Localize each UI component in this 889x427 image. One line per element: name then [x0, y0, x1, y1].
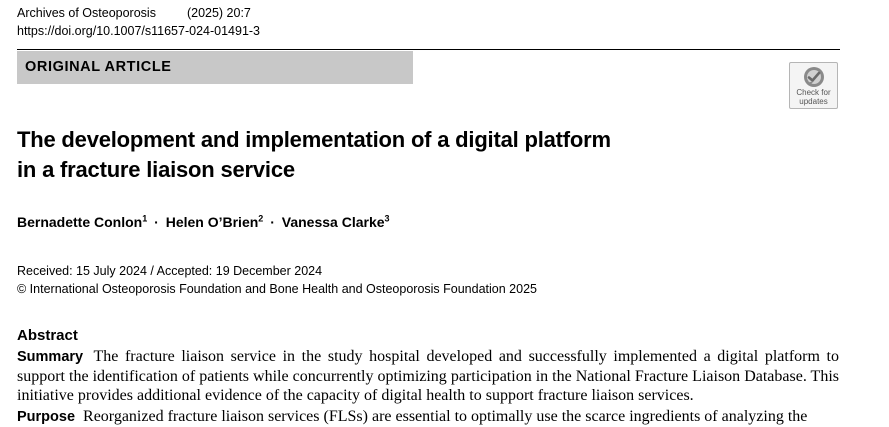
author-separator: · — [270, 214, 275, 230]
check-for-updates-label-1: Check for — [796, 88, 831, 97]
header-rule — [17, 49, 840, 50]
purpose-paragraph-partial — [17, 407, 839, 427]
journal-name: Archives of Osteoporosis — [17, 6, 156, 20]
journal-citation — [17, 5, 251, 21]
summary-text: The fracture liaison service in the study hospital developed and successfully implemented a digital platform to support the identification of patients while concurrently optimizing participation in the National Fracture Liaison Database. This initiative provides additional evidence of the capacity of digital health to support fracture liaison services. — [17, 348, 840, 404]
author-1-affiliation[interactable]: 1 — [142, 213, 148, 224]
doi-link[interactable]: https://doi.org/10.1007/s11657-024-01491-3 — [17, 24, 261, 38]
doi-line — [17, 23, 260, 39]
copyright-notice: © International Osteoporosis Foundation and Bone Health and Osteoporosis Foundation 2025 — [17, 282, 537, 296]
check-for-updates-button[interactable] — [789, 62, 838, 109]
article-title — [17, 125, 737, 185]
author-2-affiliation[interactable]: 2 — [258, 213, 264, 224]
purpose-label: Purpose — [17, 409, 76, 425]
abstract-heading: Abstract — [17, 327, 78, 344]
article-title-line-1: The development and implementation of a digital platform — [17, 127, 611, 152]
author-3-affiliation[interactable]: 3 — [384, 213, 390, 224]
summary-paragraph — [17, 347, 839, 405]
check-for-updates-label-2: updates — [799, 97, 828, 106]
purpose-text: Reorganized fracture liaison services (FLSs) are essential to optimally use the scarce ingredients of analyzing the — [83, 408, 808, 425]
article-title-line-2: in a fracture liaison service — [17, 157, 295, 182]
author-list — [17, 212, 390, 232]
author-separator: · — [154, 214, 159, 230]
author-3[interactable]: Vanessa Clarke — [281, 214, 385, 230]
article-type-banner: ORIGINAL ARTICLE — [17, 51, 413, 84]
author-1[interactable]: Bernadette Conlon — [17, 214, 143, 230]
check-for-updates-icon — [803, 66, 825, 88]
abstract-summary — [17, 347, 839, 405]
received-accepted-dates: Received: 15 July 2024 / Accepted: 19 December 2024 — [17, 264, 323, 278]
summary-label: Summary — [17, 349, 84, 365]
journal-volume: (2025) 20:7 — [186, 6, 251, 20]
author-2[interactable]: Helen O’Brien — [165, 214, 259, 230]
